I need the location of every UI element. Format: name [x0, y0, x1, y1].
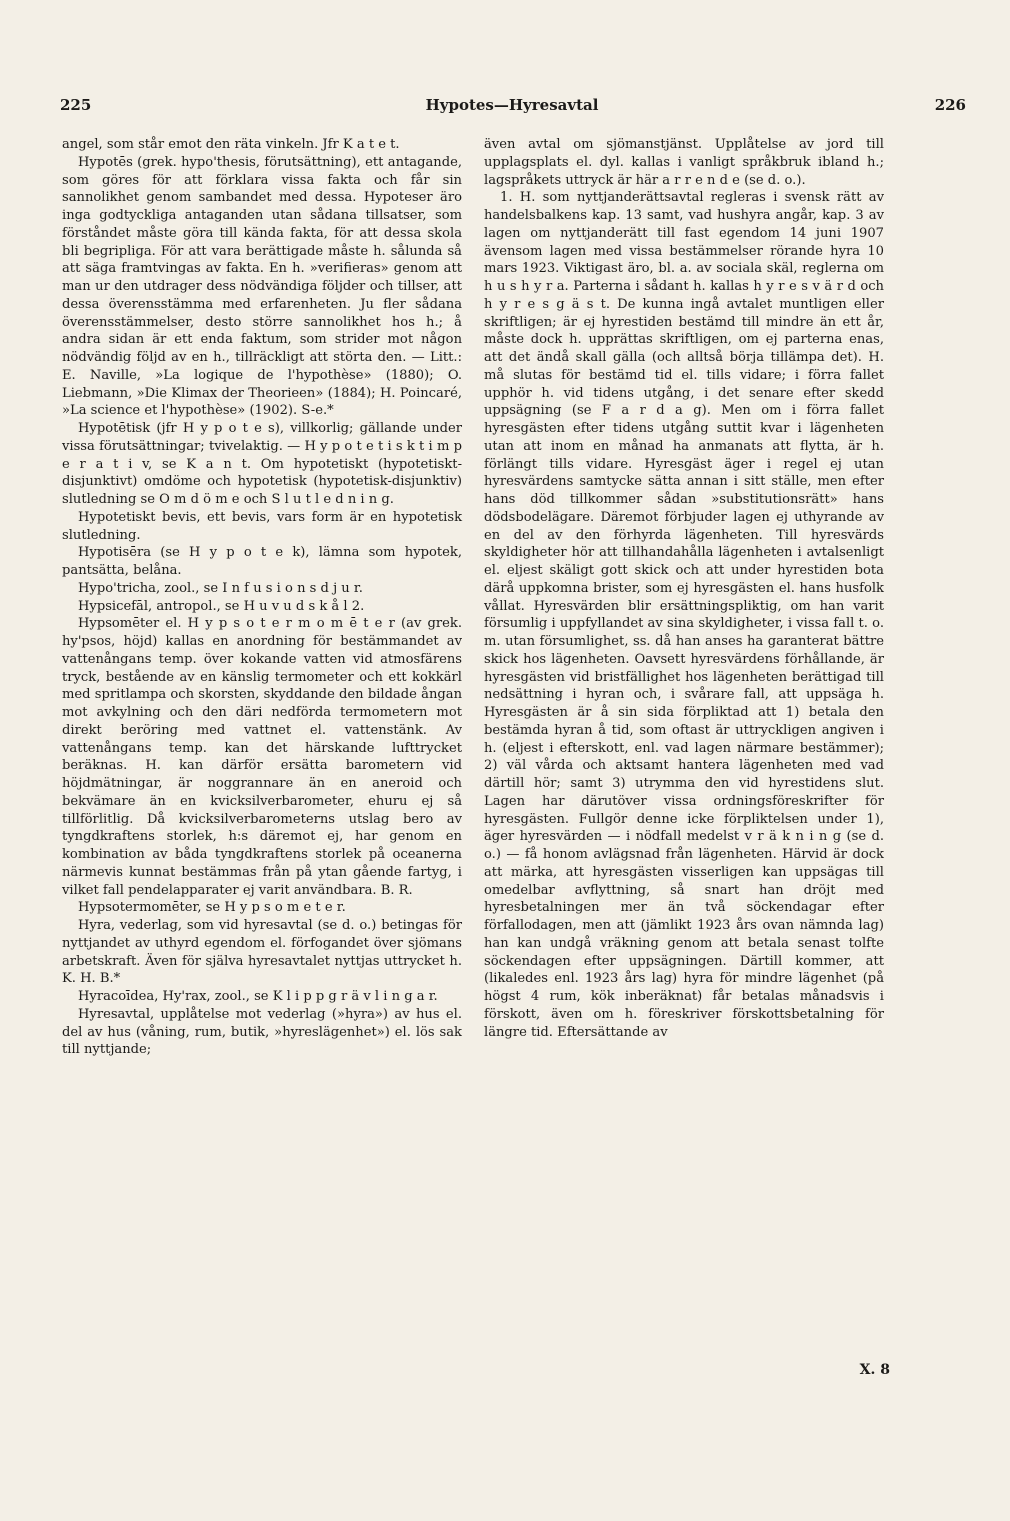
- entry-paragraph: angel, som står emot den räta vinkeln. Jfr K a t e t.: [62, 137, 400, 152]
- entry-hyresavtal: Hyresavtal, upplåtelse mot vederlag (»hyra») av hus el. del av hus (våning, rum, butik, »hyreslägenhet») el. lös sak till nyttjande;: [62, 1006, 462, 1058]
- entry-hypotricha: Hypo'tricha, zool., se I n f u s i o n s d j u r.: [78, 580, 363, 596]
- entry-hypotetiskt-bevis: Hypotetiskt bevis, ett bevis, vars form är en hypotetisk slutledning.: [62, 509, 462, 543]
- entry-hyresavtal-section-1: 1. H. som nyttjanderättsavtal regleras i svensk rätt av handelsbalkens kap. 13 samt, vad hushyra angår, kap. 3 av lagen om nyttjanderätt till fast egendom 14 juni 1907 ävensom lagen med vissa bestämmelser rörande hyra 10 mars 1923. Viktigast äro, bl. a. av sociala skäl, reglerna om h u s h y r a. Parterna i sådant h. kallas h y r e s v ä r d och h y r e s g ä s t. De kunna ingå avtalet muntligen eller skriftligen; är ej hyrestiden bestämd till mindre än ett år, måste dock h. upprättas skriftligen, om ej parterna enas, att det ändå skall gälla (och alltså börja tillämpa det). H. må slutas för bestämd tid el. tills vidare; i förra fallet upphör h. vid tidens utgång, i det senare efter skedd uppsägning (se F a r d a g). Men om i förra fallet hyresgästen efter tidens utgång suttit kvar i lägenheten utan att inom en månad ha anmanats att flytta, är h. förlängt tills vidare. Hyresgäst äger i regel ej utan hyresvärdens samtycke sätta annan i sitt ställe, men efter hans död tillkommer sådan »substitutionsrätt» hans dödsbodelägare. Däremot förbjuder lagen ej uthyrande av en del av den förhyrda lägenheten. Till hyresvärds skyldigheter hör att tillhandahålla lägenheten i avtalsenligt el. eljest skäligt gott skick och att under hyrestiden bota därå uppkomna brister, som ej hyresgästen el. hans husfolk vållat. Hyresvärden blir ersättningspliktig, om han varit försumlig i uppfyllandet av sina skyldigheter, i vissa fall t. o. m. utan försumlighet, ss. då han anses ha garanterat bättre skick hos lägenheten. Oavsett hyresvärdens förhållande, är hyresgästen vid bristfällighet hos lägenheten berättigad till nedsättning i hyran och, i svårare fall, att uppsäga h. Hyresgästen är å sin sida förpliktad att 1) betala den bestämda hyran å tid, som oftast är uttryckligen angiven i h. (eljest i efterskott, enl. vad lagen närmare bestämmer); 2) väl vårda och aktsamt hantera lägenheten med vad därtill hör; samt 3) utrymma den vid hyrestidens slut. Lagen har därutöver vissa ordningsföreskrifter för hyresgästen. Fullgör denne icke förpliktelsen under 1), äger hyresvärden — i nödfall medelst v r ä k n i n g (se d. o.) — få honom avlägsnad från lägenheten. Härvid är dock att märka, att hyresgästen visserligen kan uppsägas till omedelbar avflyttning, så snart han dröjt med hyresbetalningen mer än två söckendagar efter förfallodagen, men att (jämlikt 1923 års ovan nämnda lag) han kan undgå vräkning genom att betala senast tolfte söckendagen efter uppsägningen. Därtill kommer, att (likaledes enl. 1923 års lag) hyra för mindre lägenhet (på högst 4 rum, kök inberäknat) får betalas månadsvis i förskott, även om h. föreskriver förskottsbetalning för längre tid. Eftersättande av: [484, 190, 884, 1040]
- entry-hyra: Hyra, vederlag, som vid hyresavtal (se d. o.) betingas för nyttjandet av uthyrd egendom el. förfogandet över sjömans arbetskraft. Även för själva hyresavtalet nyttjas uttrycket h. K. H. B.*: [62, 918, 462, 987]
- running-title: Hypotes—Hyresavtal: [425, 96, 599, 114]
- right-column: [484, 136, 884, 1041]
- entry-hypsicefal: Hypsicefāl, antropol., se H u v u d s k å l 2.: [78, 598, 365, 614]
- page-header: [58, 96, 966, 120]
- entry-hypotetisk: Hypotētisk (jfr H y p o t e s), villkorlig; gällande under vissa förutsättningar; tvivelaktig. — H y p o t e t i s k t i m p e r a t i v, se K a n t. Om hypotetiskt (hypotetiskt-disjunktivt) omdöme och hypotetisk (hypotetisk-disjunktiv) slutledning se O m d ö m e och S l u t l e d n i n g.: [62, 421, 462, 507]
- entry-hypotes: Hypotēs (grek. hypo'thesis, förutsättning), ett antagande, som göres för att förklara vissa fakta och får sin sannolikhet genom sambandet med dessa. Hypoteser äro inga godtyckliga antaganden utan sådana tillsatser, som förståndet måste göra till kända fakta, för att dessa skola bli begripliga. För att vara berättigade måste h. sålunda så att säga framtvingas av fakta. En h. »verifieras» genom att man ur den utdrager dess nödvändiga följder och tillser, att dessa överensstämma med erfarenheten. Ju fler sådana överensstämmelser, desto större sannolikhet hos h.; å andra sidan är ett enda faktum, som strider mot någon nödvändig följd av en h., tillräckligt att störta den. — Litt.: E. Naville, »La logique de l'hypothèse» (1880); O. Liebmann, »Die Klimax der Theorieen» (1884); H. Poincaré, »La science et l'hypothèse» (1902). S-e.*: [62, 154, 462, 419]
- entry-continuation: även avtal om sjömanstjänst. Upplåtelse av jord till upplagsplats el. dyl. kallas i vanligt språkbruk ibland h.; lagspråkets uttryck är här a r r e n d e (se d. o.).: [484, 137, 884, 188]
- page-number-right: 226: [934, 96, 966, 114]
- entry-hypsotermometer: Hypsotermomēter, se H y p s o m e t e r.: [78, 900, 346, 916]
- left-column: [62, 136, 462, 1059]
- entry-hypotisera: Hypotisēra (se H y p o t e k), lämna som hypotek, pantsätta, belåna.: [62, 545, 462, 578]
- page-number-left: 225: [60, 96, 92, 114]
- entry-hypsometer: Hypsomēter el. H y p s o t e r m o m ē t e r (av grek. hy'psos, höjd) kallas en anordning för bestämmandet av vattenångans temp. över kokande vatten vid atmosfärens tryck, bestående av en känslig termometer och ett kokkärl med spritlampa och skorsten, skyddande den bildade ångan mot avkylning och den däri nedförda termometern mot direkt beröring med vattnet el. vattenstänk. Av vattenångans temp. kan det härskande lufttrycket beräknas. H. kan därför ersätta barometern vid höjdmätningar, är noggrannare än en aneroid och bekvämare än en kvicksilverbarometer, ehuru ej så tillförlitlig. Då kvicksilverbarometerns utslag bero av tyngdkraftens storlek, h:s däremot ej, har genom en kombination av båda tyngdkraftens storlek på oceanerna närmevis kunnat bestämmas från på ytan gående fartyg, i vilket fall pendelapparater ej varit användbara. B. R.: [62, 616, 462, 898]
- signature-mark: X. 8: [859, 1362, 890, 1378]
- entry-hyracoidea: Hyracoīdea, Hy'rax, zool., se K l i p p g r ä v l i n g a r.: [78, 989, 438, 1004]
